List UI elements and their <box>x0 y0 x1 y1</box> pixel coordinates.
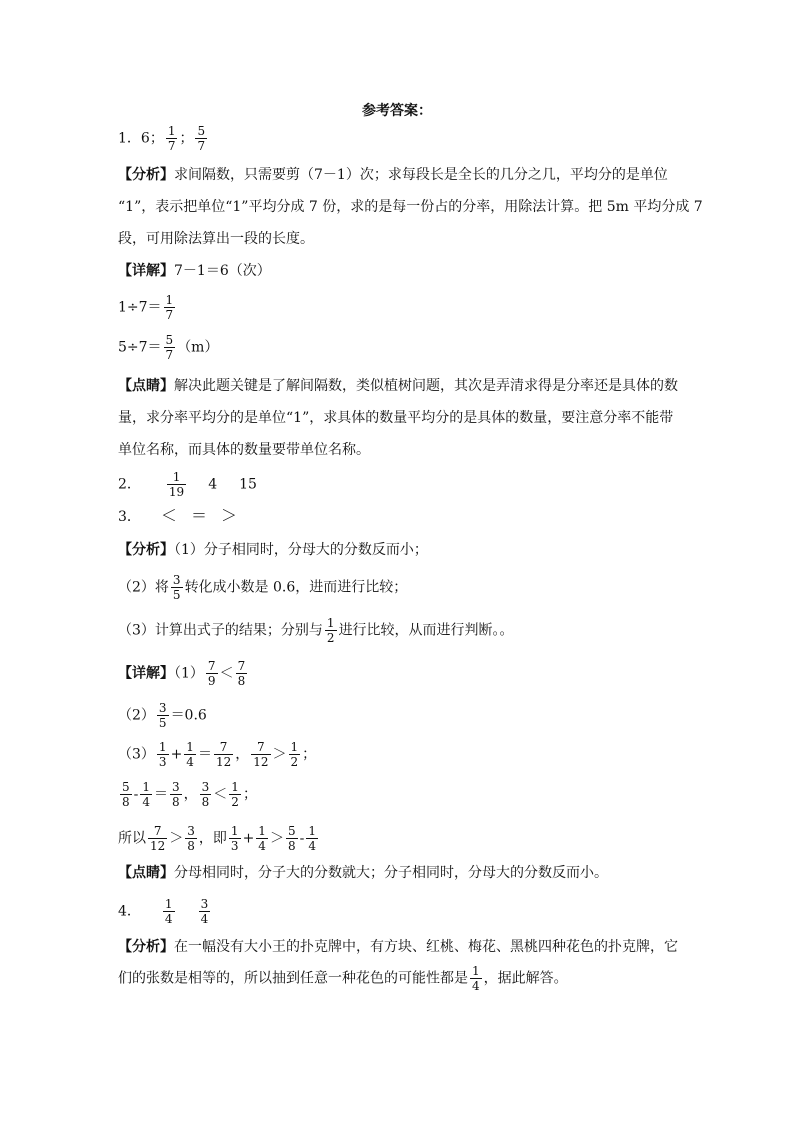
numerator: 5 <box>165 333 174 347</box>
denominator: 8 <box>201 795 210 809</box>
answer-3-number: 3． <box>118 509 141 525</box>
numerator: 7 <box>148 824 167 839</box>
analysis-line <box>118 229 314 249</box>
operator: ＝ <box>154 786 169 803</box>
numerator: 3 <box>201 780 210 794</box>
denominator: 2 <box>231 795 239 809</box>
detail-line <box>118 824 320 853</box>
fraction <box>206 659 218 688</box>
numerator: 1 <box>308 824 316 838</box>
fraction <box>286 824 298 853</box>
analysis-tag: 【分析】 <box>118 939 174 955</box>
numerator: 1 <box>290 740 299 754</box>
detail-line <box>118 701 207 730</box>
comment-line <box>118 376 678 396</box>
numerator: 5 <box>287 824 296 838</box>
answer-symbol: ＜ <box>160 506 177 525</box>
denominator: 4 <box>258 839 266 853</box>
answer-4-number: 4． <box>118 903 141 920</box>
equation-left: 1÷7＝ <box>118 299 162 316</box>
numerator: 1 <box>326 616 335 630</box>
fraction <box>214 740 233 769</box>
analysis-text: 段，可用除法算出一段的长度。 <box>118 231 314 247</box>
fraction <box>195 124 207 153</box>
denominator: 7 <box>165 348 174 362</box>
numerator: 3 <box>172 573 181 587</box>
answer-symbol: ＝ <box>190 506 207 525</box>
comment-text: 量，求分率平均分的是单位“1”，求具体的数量平均分的是具体的数量，要注意分率不能带 <box>118 410 674 426</box>
comment-line <box>118 408 673 428</box>
operator: + <box>170 746 183 763</box>
detail-line <box>118 780 257 809</box>
fraction <box>229 780 241 809</box>
denominator: 12 <box>253 755 269 769</box>
numerator: 7 <box>214 740 233 755</box>
comment-tag: 【点睛】 <box>118 378 174 394</box>
analysis-text: 进行比较，从而进行判断。。 <box>338 622 514 639</box>
unit: （m） <box>177 339 219 356</box>
detail-text: （3） <box>118 746 155 763</box>
comment-text: 解决此题关键是了解间隔数，类似植树问题，其次是弄清求得是分率还是具体的数 <box>174 378 678 394</box>
denominator: 19 <box>168 485 185 499</box>
detail-line <box>118 261 271 281</box>
numerator: 1 <box>167 470 186 485</box>
separator: ， <box>235 746 250 763</box>
analysis-line <box>118 540 428 560</box>
detail-text: ，即 <box>198 830 227 847</box>
numerator: 1 <box>472 964 480 978</box>
denominator: 12 <box>150 839 166 853</box>
analysis-text: （3）计算出式子的结果；分别与 <box>118 622 323 639</box>
detail-line <box>118 740 316 769</box>
denominator: 8 <box>237 674 246 688</box>
page-title: 参考答案： <box>362 103 432 119</box>
numerator: 7 <box>207 659 216 673</box>
fraction <box>164 293 176 322</box>
analysis-text: 求间隔数，只需要剪（7－1）次；求每段长是全长的几分之几，平均分的是单位 <box>174 167 668 183</box>
fraction <box>306 824 318 853</box>
detail-tag: 【详解】 <box>118 665 174 682</box>
numerator: 1 <box>142 780 151 794</box>
operator: ＞ <box>169 830 184 847</box>
denominator: 7 <box>167 139 176 153</box>
analysis-text: （2）将 <box>118 579 169 596</box>
fraction <box>470 964 482 993</box>
numerator: 5 <box>122 780 130 794</box>
denominator: 3 <box>158 755 167 769</box>
numerator: 3 <box>172 780 180 794</box>
comment-text: 单位名称，而具体的数量要带单位名称。 <box>118 442 370 458</box>
fraction <box>170 780 182 809</box>
denominator: 4 <box>164 912 173 926</box>
answer-value: 15 <box>239 476 257 493</box>
denominator: 4 <box>142 795 151 809</box>
denominator: 9 <box>207 674 216 688</box>
numerator: 3 <box>200 897 209 911</box>
equation <box>118 333 218 362</box>
separator: ， <box>183 786 198 803</box>
fraction <box>251 740 270 769</box>
numerator: 3 <box>187 824 195 838</box>
answer-1 <box>118 124 209 153</box>
fraction <box>157 740 169 769</box>
fraction <box>164 333 176 362</box>
detail-text: （2） <box>118 707 155 724</box>
analysis-line <box>118 165 668 185</box>
analysis-text: 转化成小数是 0.6，进而进行比较； <box>184 579 408 596</box>
operator: ＞ <box>272 746 287 763</box>
numerator: 1 <box>165 293 174 307</box>
numerator: 1 <box>167 124 176 138</box>
answer-3 <box>118 506 237 527</box>
analysis-text: ，据此解答。 <box>483 970 568 987</box>
fraction <box>185 824 197 853</box>
numerator: 5 <box>197 124 206 138</box>
detail-text: 所以 <box>118 830 146 847</box>
fraction <box>163 897 175 926</box>
operator: ＞ <box>269 830 284 847</box>
detail-line <box>118 659 249 688</box>
answer-symbol: ＞ <box>220 506 237 525</box>
denominator: 8 <box>122 795 130 809</box>
comment-tag: 【点睛】 <box>118 865 174 881</box>
denominator: 5 <box>158 716 167 730</box>
fraction <box>325 616 337 645</box>
denominator: 8 <box>172 795 180 809</box>
operator: ＝ <box>197 746 212 763</box>
fraction <box>229 824 241 853</box>
answer-2 <box>118 470 257 499</box>
answer-value: 4 <box>208 476 218 493</box>
answer-2-number: 2． <box>118 476 141 493</box>
detail-text: （1） <box>174 665 204 682</box>
fraction <box>167 470 186 499</box>
denominator: 7 <box>197 139 206 153</box>
analysis-line <box>118 616 514 645</box>
numerator: 3 <box>158 701 167 715</box>
fraction <box>166 124 178 153</box>
numerator: 1 <box>258 824 266 838</box>
fraction <box>199 897 211 926</box>
numerator: 1 <box>186 740 194 754</box>
analysis-line <box>118 197 703 217</box>
numerator: 1 <box>231 780 239 794</box>
denominator: 8 <box>287 839 296 853</box>
detail-text: ＝0.6 <box>170 707 207 724</box>
denominator: 4 <box>308 839 316 853</box>
comment-line <box>118 863 608 883</box>
operator: ＜ <box>213 786 228 803</box>
numerator: 7 <box>237 659 246 673</box>
numerator: 7 <box>251 740 270 755</box>
denominator: 7 <box>165 308 174 322</box>
equation-left: 5÷7＝ <box>118 339 162 356</box>
numerator: 1 <box>164 897 173 911</box>
fraction <box>289 740 301 769</box>
fraction <box>200 780 212 809</box>
analysis-tag: 【分析】 <box>118 167 174 183</box>
denominator: 5 <box>172 588 181 602</box>
analysis-line <box>118 573 407 602</box>
comment-text: 分母相同时，分子大的分数就大；分子相同时，分母大的分数反而小。 <box>174 865 608 881</box>
denominator: 2 <box>290 755 299 769</box>
denominator: 8 <box>187 839 195 853</box>
fraction <box>256 824 268 853</box>
operator: ＜ <box>219 665 234 682</box>
operator: + <box>242 830 255 847</box>
denominator: 12 <box>215 755 232 769</box>
separator: ； <box>179 130 194 147</box>
analysis-line <box>118 964 568 993</box>
denominator: 4 <box>472 979 480 993</box>
fraction <box>140 780 152 809</box>
fraction <box>148 824 167 853</box>
numerator: 1 <box>230 824 239 838</box>
operator: - <box>133 786 139 803</box>
fraction <box>120 780 132 809</box>
denominator: 4 <box>200 912 209 926</box>
fraction <box>236 659 248 688</box>
answer-4 <box>118 897 212 926</box>
analysis-text: “1”，表示把单位“1”平均分成 7 份，求的是每一份占的分率，用除法计算。把 5m 平均分成 7 <box>118 199 703 215</box>
denominator: 4 <box>186 755 194 769</box>
separator: ； <box>242 786 257 803</box>
fraction <box>171 573 183 602</box>
denominator: 2 <box>326 631 335 645</box>
analysis-text: 们的张数是相等的，所以抽到任意一种花色的可能性都是 <box>118 970 468 987</box>
numerator: 1 <box>158 740 167 754</box>
operator: - <box>299 830 305 847</box>
analysis-tag: 【分析】 <box>118 542 174 558</box>
detail-tag: 【详解】 <box>118 263 174 279</box>
comment-line <box>118 440 370 460</box>
analysis-line <box>118 937 678 957</box>
fraction <box>184 740 196 769</box>
equation <box>118 293 177 322</box>
fraction <box>157 701 169 730</box>
denominator: 3 <box>230 839 239 853</box>
separator: ； <box>302 746 317 763</box>
answer-1-number: 1．6； <box>118 130 164 147</box>
analysis-text: 在一幅没有大小王的扑克牌中，有方块、红桃、梅花、黑桃四种花色的扑克牌，它 <box>174 939 678 955</box>
analysis-text: （1）分子相同时，分母大的分数反而小； <box>174 542 428 558</box>
detail-text: 7－1＝6（次） <box>174 263 271 279</box>
